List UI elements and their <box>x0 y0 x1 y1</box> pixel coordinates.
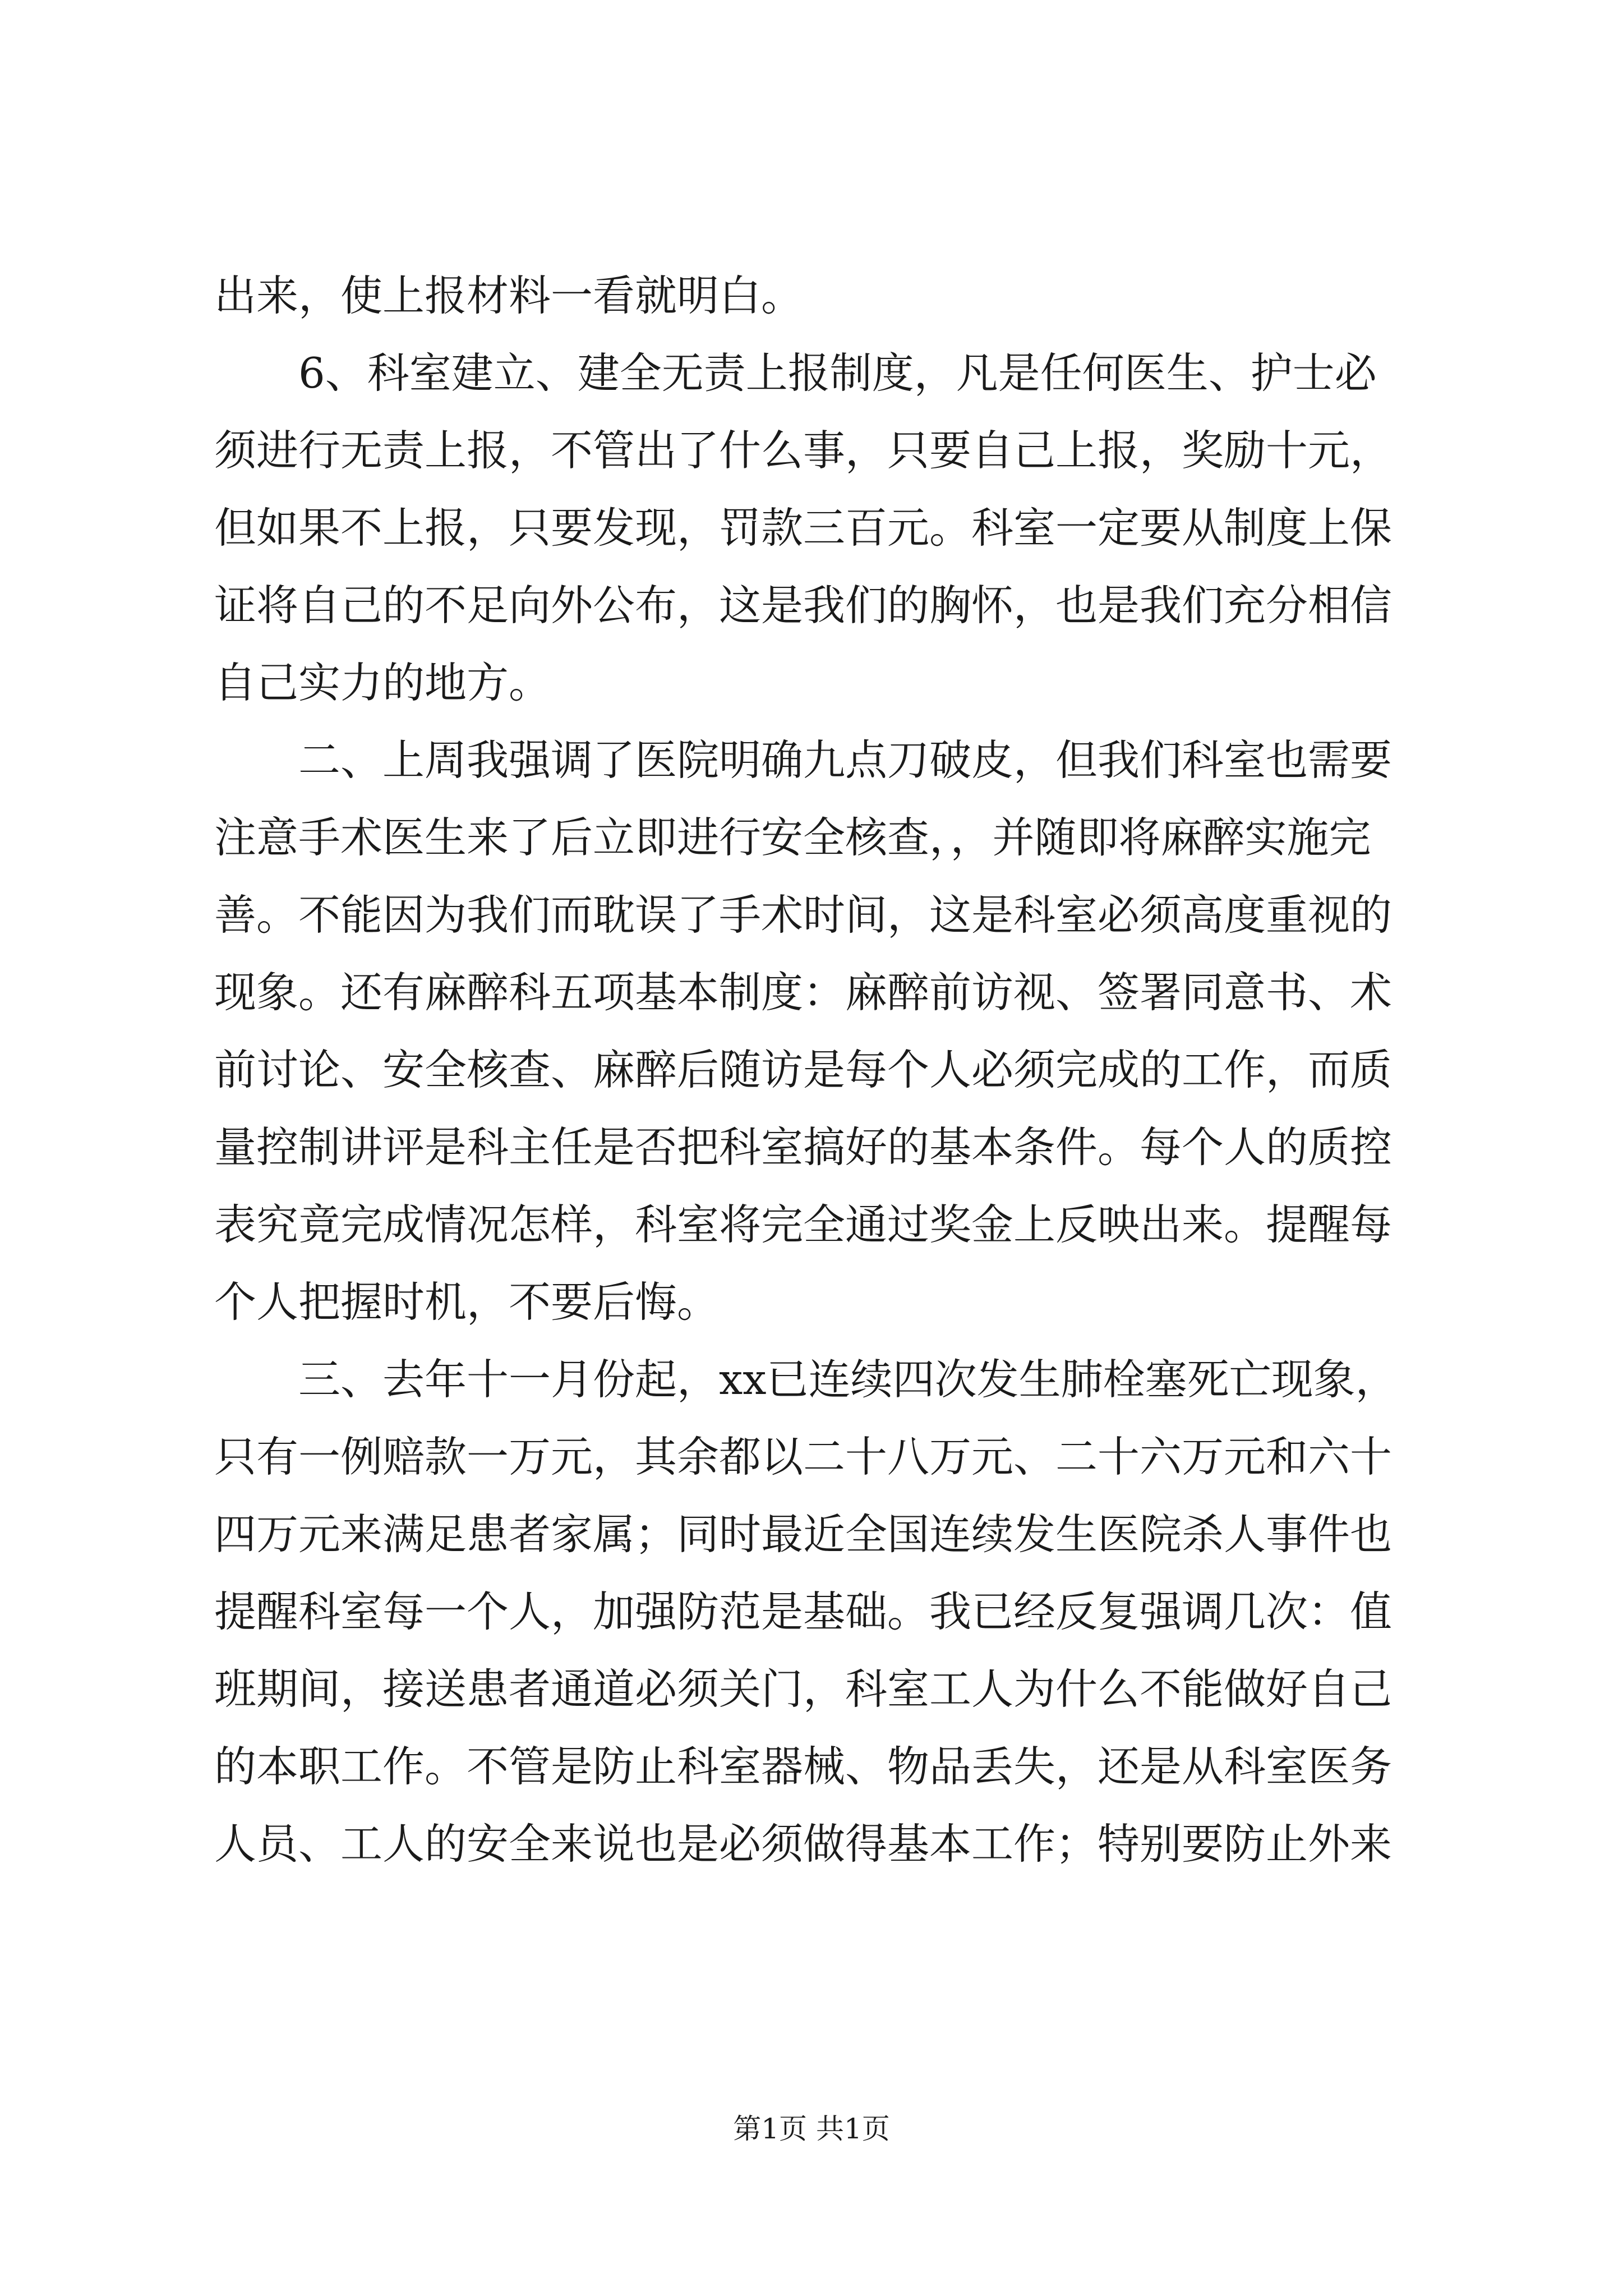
text-line: 四万元来满足患者家属；同时最近全国连续发生医院杀人事件也 <box>214 1510 1393 1559</box>
text-line: 个人把握时机，不要后悔。 <box>214 1277 720 1327</box>
text-line: 善。不能因为我们而耽误了手术时间，这是科室必须高度重视的 <box>214 890 1393 940</box>
document-body <box>214 257 1420 1883</box>
text-line: 的本职工作。不管是防止科室器械、物品丢失，还是从科室医务 <box>214 1742 1393 1791</box>
text-line: 自己实力的地方。 <box>214 658 551 707</box>
text-line: 三、去年十一月份起，xx已连续四次发生肺栓塞死亡现象， <box>298 1355 1398 1404</box>
text-line: 前讨论、安全核查、麻醉后随访是每个人必须完成的工作，而质 <box>214 1045 1393 1094</box>
text-line: 出来，使上报材料一看就明白。 <box>214 271 804 320</box>
text-line: 但如果不上报，只要发现，罚款三百元。科室一定要从制度上保 <box>214 503 1393 553</box>
page-footer: 第1页 共1页 <box>733 2113 890 2145</box>
text-line: 人员、工人的安全来说也是必须做得基本工作；特别要防止外来 <box>214 1819 1393 1869</box>
text-line: 量控制讲评是科主任是否把科室搞好的基本条件。每个人的质控 <box>214 1122 1393 1172</box>
text-line: 表究竟完成情况怎样，科室将完全通过奖金上反映出来。提醒每 <box>214 1200 1393 1249</box>
text-line: 班期间，接送患者通道必须关门，科室工人为什么不能做好自己 <box>214 1664 1393 1714</box>
text-line: 6、科室建立、建全无责上报制度，凡是任何医生、护士必 <box>298 348 1377 398</box>
text-line: 只有一例赔款一万元，其余都以二十八万元、二十六万元和六十 <box>214 1432 1393 1481</box>
text-line: 注意手术医生来了后立即进行安全核查，，并随即将麻醉实施完 <box>214 813 1371 862</box>
text-line: 现象。还有麻醉科五项基本制度：麻醉前访视、签署同意书、术 <box>214 968 1393 1017</box>
text-line: 二、上周我强调了医院明确九点刀破皮，但我们科室也需要 <box>298 735 1393 785</box>
text-line: 证将自己的不足向外公布，这是我们的胸怀，也是我们充分相信 <box>214 581 1393 630</box>
text-line: 提醒科室每一个人，加强防范是基础。我已经反复强调几次：值 <box>214 1587 1393 1636</box>
text-line: 须进行无责上报，不管出了什么事，只要自己上报，奖励十元， <box>214 426 1393 475</box>
